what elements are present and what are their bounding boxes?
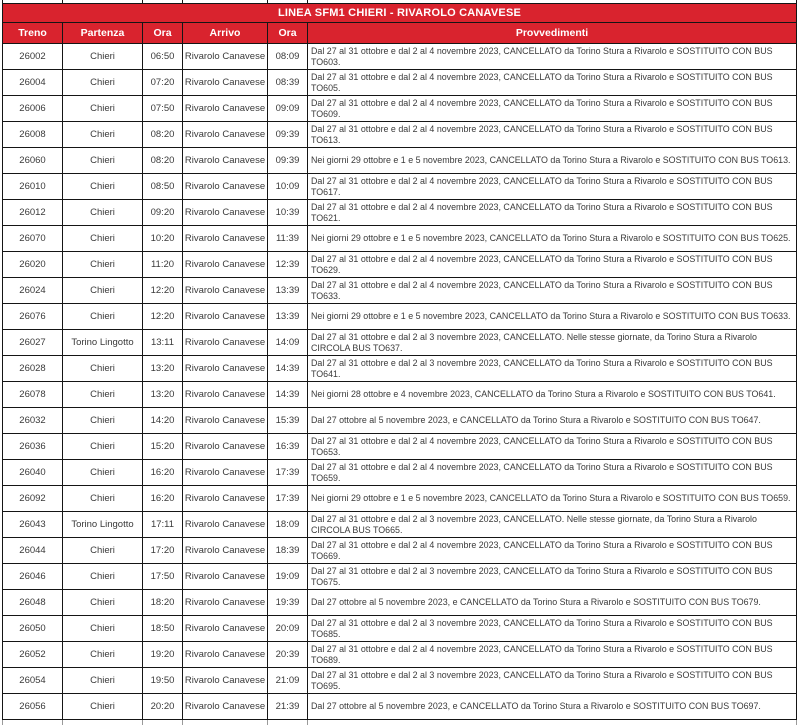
cell-ora-arrivo: 08:09 [268, 44, 308, 70]
column-header-partenza: Partenza [63, 23, 143, 44]
cell-ora-arrivo: 15:39 [268, 408, 308, 434]
cell-ora-partenza: 13:20 [143, 356, 183, 382]
cell-arrivo: Rivarolo Canavese [183, 278, 268, 304]
cell-provvedimenti: Dal 27 al 31 ottobre e dal 2 al 3 novembre 2023, CANCELLATO da Torino Stura a Rivarolo e SOSTITUITO CON BUS TO695. [308, 668, 797, 694]
cell-ora-arrivo: 21:09 [268, 668, 308, 694]
cell-partenza: Chieri [63, 616, 143, 642]
cell-partenza: Chieri [63, 70, 143, 96]
cell-provvedimenti: Dal 27 al 31 ottobre e dal 2 al 4 novembre 2023, CANCELLATO da Torino Stura a Rivarolo e SOSTITUITO CON BUS TO629. [308, 252, 797, 278]
cell-treno: 26050 [3, 616, 63, 642]
cell-partenza: Chieri [63, 590, 143, 616]
column-header-arrivo: Arrivo [183, 23, 268, 44]
cell-provvedimenti: Dal 27 al 31 ottobre e dal 2 al 4 novembre 2023, CANCELLATO da Torino Stura a Rivarolo e SOSTITUITO CON BUS TO659. [308, 460, 797, 486]
cell-provvedimenti: Dal 27 al 31 ottobre e dal 2 al 4 novembre 2023, CANCELLATO da Torino Stura a Rivarolo e SOSTITUITO CON BUS TO609. [308, 96, 797, 122]
cell-ora-arrivo: 13:39 [268, 278, 308, 304]
cell-ora-partenza: 10:20 [143, 226, 183, 252]
cell-treno: 26043 [3, 512, 63, 538]
cell-ora-partenza: 11:20 [143, 252, 183, 278]
timetable [2, 0, 797, 725]
cell-treno: 26056 [3, 694, 63, 720]
cell-treno: 26004 [3, 70, 63, 96]
cell-ora-partenza: 13:11 [143, 330, 183, 356]
cell-ora-arrivo: 20:39 [268, 642, 308, 668]
table-row [3, 408, 797, 434]
cell-treno: 26040 [3, 460, 63, 486]
cell-partenza: Chieri [63, 122, 143, 148]
cell-partenza: Chieri [63, 642, 143, 668]
cell-ora-partenza: 14:20 [143, 408, 183, 434]
table-row [3, 668, 797, 694]
cell-ora-partenza: 15:20 [143, 434, 183, 460]
table-row [3, 590, 797, 616]
cell-ora-arrivo: 14:39 [268, 356, 308, 382]
cell-treno: 26044 [3, 538, 63, 564]
cell-ora-partenza: 18:20 [143, 590, 183, 616]
cell-arrivo: Rivarolo Canavese [183, 382, 268, 408]
sliver-cell [63, 720, 143, 725]
cell-ora-partenza: 06:50 [143, 44, 183, 70]
cell-partenza: Chieri [63, 226, 143, 252]
table-row [3, 330, 797, 356]
cell-ora-partenza: 18:50 [143, 616, 183, 642]
cell-ora-arrivo: 11:39 [268, 226, 308, 252]
cell-treno: 26054 [3, 668, 63, 694]
cell-provvedimenti: Dal 27 ottobre al 5 novembre 2023, e CANCELLATO da Torino Stura a Rivarolo e SOSTITUITO CON BUS TO647. [308, 408, 797, 434]
cell-ora-arrivo: 10:09 [268, 174, 308, 200]
cell-ora-partenza: 12:20 [143, 278, 183, 304]
cell-arrivo: Rivarolo Canavese [183, 642, 268, 668]
cell-ora-partenza: 20:20 [143, 694, 183, 720]
table-row [3, 226, 797, 252]
cell-treno: 26036 [3, 434, 63, 460]
cell-treno: 26060 [3, 148, 63, 174]
cell-partenza: Torino Lingotto [63, 512, 143, 538]
cell-ora-partenza: 16:20 [143, 486, 183, 512]
sliver-cell [143, 720, 183, 725]
table-row [3, 538, 797, 564]
cell-provvedimenti: Dal 27 al 31 ottobre e dal 2 al 4 novembre 2023, CANCELLATO da Torino Stura a Rivarolo e SOSTITUITO CON BUS TO605. [308, 70, 797, 96]
cell-treno: 26006 [3, 96, 63, 122]
cell-arrivo: Rivarolo Canavese [183, 538, 268, 564]
table-row [3, 642, 797, 668]
table-row [3, 122, 797, 148]
cell-arrivo: Rivarolo Canavese [183, 590, 268, 616]
cell-ora-partenza: 07:50 [143, 96, 183, 122]
cell-arrivo: Rivarolo Canavese [183, 70, 268, 96]
table-row [3, 382, 797, 408]
cell-provvedimenti: Dal 27 al 31 ottobre e dal 2 al 4 novembre 2023, CANCELLATO da Torino Stura a Rivarolo e SOSTITUITO CON BUS TO603. [308, 44, 797, 70]
table-row [3, 564, 797, 590]
cell-provvedimenti: Dal 27 al 31 ottobre e dal 2 al 3 novembre 2023, CANCELLATO da Torino Stura a Rivarolo e SOSTITUITO CON BUS TO641. [308, 356, 797, 382]
cell-partenza: Chieri [63, 44, 143, 70]
cell-arrivo: Rivarolo Canavese [183, 564, 268, 590]
cell-ora-arrivo: 17:39 [268, 460, 308, 486]
cell-provvedimenti: Nei giorni 29 ottobre e 1 e 5 novembre 2023, CANCELLATO da Torino Stura a Rivarolo e SOSTITUITO CON BUS TO633. [308, 304, 797, 330]
cell-arrivo: Rivarolo Canavese [183, 304, 268, 330]
cell-treno: 26020 [3, 252, 63, 278]
title-banner-row [3, 4, 797, 23]
cell-partenza: Chieri [63, 434, 143, 460]
cell-arrivo: Rivarolo Canavese [183, 694, 268, 720]
cell-provvedimenti: Dal 27 al 31 ottobre e dal 2 al 4 novembre 2023, CANCELLATO da Torino Stura a Rivarolo e SOSTITUITO CON BUS TO617. [308, 174, 797, 200]
next-row-sliver [3, 720, 797, 725]
cell-partenza: Chieri [63, 200, 143, 226]
cell-ora-arrivo: 18:09 [268, 512, 308, 538]
cell-ora-arrivo: 21:39 [268, 694, 308, 720]
cell-ora-partenza: 19:50 [143, 668, 183, 694]
column-header-ora-partenza: Ora [143, 23, 183, 44]
cell-ora-arrivo: 19:39 [268, 590, 308, 616]
cell-ora-arrivo: 10:39 [268, 200, 308, 226]
cell-ora-partenza: 17:50 [143, 564, 183, 590]
cell-treno: 26027 [3, 330, 63, 356]
cell-treno: 26052 [3, 642, 63, 668]
cell-partenza: Torino Lingotto [63, 330, 143, 356]
cell-ora-partenza: 12:20 [143, 304, 183, 330]
cell-provvedimenti: Dal 27 al 31 ottobre e dal 2 al 4 novembre 2023, CANCELLATO da Torino Stura a Rivarolo e SOSTITUITO CON BUS TO633. [308, 278, 797, 304]
cell-arrivo: Rivarolo Canavese [183, 96, 268, 122]
cell-treno: 26008 [3, 122, 63, 148]
cell-ora-arrivo: 17:39 [268, 486, 308, 512]
cell-partenza: Chieri [63, 538, 143, 564]
cell-partenza: Chieri [63, 174, 143, 200]
cell-partenza: Chieri [63, 252, 143, 278]
table-row [3, 304, 797, 330]
table-row [3, 616, 797, 642]
table-row [3, 174, 797, 200]
cell-treno: 26070 [3, 226, 63, 252]
cell-arrivo: Rivarolo Canavese [183, 122, 268, 148]
cell-partenza: Chieri [63, 668, 143, 694]
cell-partenza: Chieri [63, 304, 143, 330]
table-row [3, 200, 797, 226]
table-row [3, 278, 797, 304]
cell-arrivo: Rivarolo Canavese [183, 668, 268, 694]
cell-ora-partenza: 08:20 [143, 148, 183, 174]
cell-arrivo: Rivarolo Canavese [183, 356, 268, 382]
cell-ora-arrivo: 16:39 [268, 434, 308, 460]
cell-arrivo: Rivarolo Canavese [183, 252, 268, 278]
cell-partenza: Chieri [63, 278, 143, 304]
cell-treno: 26046 [3, 564, 63, 590]
cell-partenza: Chieri [63, 460, 143, 486]
cell-provvedimenti: Dal 27 al 31 ottobre e dal 2 al 3 novembre 2023, CANCELLATO da Torino Stura a Rivarolo e SOSTITUITO CON BUS TO685. [308, 616, 797, 642]
cell-ora-arrivo: 12:39 [268, 252, 308, 278]
table-row [3, 356, 797, 382]
column-header-provvedimenti: Provvedimenti [308, 23, 797, 44]
cell-partenza: Chieri [63, 96, 143, 122]
sliver-cell [3, 720, 63, 725]
cell-provvedimenti: Dal 27 al 31 ottobre e dal 2 al 4 novembre 2023, CANCELLATO da Torino Stura a Rivarolo e SOSTITUITO CON BUS TO613. [308, 122, 797, 148]
cell-provvedimenti: Nei giorni 29 ottobre e 1 e 5 novembre 2023, CANCELLATO da Torino Stura a Rivarolo e SOSTITUITO CON BUS TO625. [308, 226, 797, 252]
sliver-cell [183, 720, 268, 725]
cell-treno: 26012 [3, 200, 63, 226]
cell-partenza: Chieri [63, 408, 143, 434]
cell-arrivo: Rivarolo Canavese [183, 434, 268, 460]
cell-partenza: Chieri [63, 564, 143, 590]
cell-ora-partenza: 19:20 [143, 642, 183, 668]
cell-arrivo: Rivarolo Canavese [183, 148, 268, 174]
table-row [3, 70, 797, 96]
cell-provvedimenti: Nei giorni 29 ottobre e 1 e 5 novembre 2023, CANCELLATO da Torino Stura a Rivarolo e SOSTITUITO CON BUS TO659. [308, 486, 797, 512]
cell-provvedimenti: Nei giorni 28 ottobre e 4 novembre 2023, CANCELLATO da Torino Stura a Rivarolo e SOSTITUITO CON BUS TO641. [308, 382, 797, 408]
cell-provvedimenti: Dal 27 al 31 ottobre e dal 2 al 4 novembre 2023, CANCELLATO da Torino Stura a Rivarolo e SOSTITUITO CON BUS TO669. [308, 538, 797, 564]
cell-provvedimenti: Dal 27 al 31 ottobre e dal 2 al 4 novembre 2023, CANCELLATO da Torino Stura a Rivarolo e SOSTITUITO CON BUS TO621. [308, 200, 797, 226]
cell-ora-arrivo: 20:09 [268, 616, 308, 642]
cell-provvedimenti: Nei giorni 29 ottobre e 1 e 5 novembre 2023, CANCELLATO da Torino Stura a Rivarolo e SOSTITUITO CON BUS TO613. [308, 148, 797, 174]
cell-arrivo: Rivarolo Canavese [183, 226, 268, 252]
cell-arrivo: Rivarolo Canavese [183, 174, 268, 200]
table-row [3, 148, 797, 174]
cell-ora-partenza: 09:20 [143, 200, 183, 226]
table-row [3, 252, 797, 278]
cell-partenza: Chieri [63, 382, 143, 408]
cell-treno: 26024 [3, 278, 63, 304]
cell-provvedimenti: Dal 27 al 31 ottobre e dal 2 al 3 novembre 2023, CANCELLATO. Nelle stesse giornate, da Torino Stura a Rivarolo CIRCOLA BUS TO637. [308, 330, 797, 356]
cell-arrivo: Rivarolo Canavese [183, 330, 268, 356]
cell-ora-arrivo: 19:09 [268, 564, 308, 590]
table-row [3, 694, 797, 720]
cell-arrivo: Rivarolo Canavese [183, 512, 268, 538]
cell-ora-partenza: 13:20 [143, 382, 183, 408]
cell-treno: 26032 [3, 408, 63, 434]
cell-treno: 26076 [3, 304, 63, 330]
cell-ora-arrivo: 09:39 [268, 148, 308, 174]
cell-treno: 26092 [3, 486, 63, 512]
cell-arrivo: Rivarolo Canavese [183, 486, 268, 512]
cell-ora-partenza: 07:20 [143, 70, 183, 96]
cell-arrivo: Rivarolo Canavese [183, 44, 268, 70]
cell-provvedimenti: Dal 27 ottobre al 5 novembre 2023, e CANCELLATO da Torino Stura a Rivarolo e SOSTITUITO CON BUS TO697. [308, 694, 797, 720]
table-row [3, 512, 797, 538]
cell-partenza: Chieri [63, 486, 143, 512]
cell-provvedimenti: Dal 27 al 31 ottobre e dal 2 al 4 novembre 2023, CANCELLATO da Torino Stura a Rivarolo e SOSTITUITO CON BUS TO653. [308, 434, 797, 460]
cell-arrivo: Rivarolo Canavese [183, 460, 268, 486]
cell-ora-arrivo: 09:09 [268, 96, 308, 122]
cell-treno: 26002 [3, 44, 63, 70]
cell-ora-partenza: 16:20 [143, 460, 183, 486]
cell-ora-partenza: 17:11 [143, 512, 183, 538]
sliver-cell [268, 720, 308, 725]
cell-treno: 26010 [3, 174, 63, 200]
cell-partenza: Chieri [63, 356, 143, 382]
table-row [3, 434, 797, 460]
cell-ora-arrivo: 08:39 [268, 70, 308, 96]
table-row [3, 96, 797, 122]
cell-provvedimenti: Dal 27 al 31 ottobre e dal 2 al 4 novembre 2023, CANCELLATO da Torino Stura a Rivarolo e SOSTITUITO CON BUS TO689. [308, 642, 797, 668]
table-row [3, 44, 797, 70]
cell-provvedimenti: Dal 27 ottobre al 5 novembre 2023, e CANCELLATO da Torino Stura a Rivarolo e SOSTITUITO CON BUS TO679. [308, 590, 797, 616]
column-header-row [3, 23, 797, 44]
cell-provvedimenti: Dal 27 al 31 ottobre e dal 2 al 3 novembre 2023, CANCELLATO. Nelle stesse giornate, da Torino Stura a Rivarolo CIRCOLA BUS TO665. [308, 512, 797, 538]
cell-ora-arrivo: 09:39 [268, 122, 308, 148]
cell-partenza: Chieri [63, 694, 143, 720]
cell-provvedimenti: Dal 27 al 31 ottobre e dal 2 al 3 novembre 2023, CANCELLATO da Torino Stura a Rivarolo e SOSTITUITO CON BUS TO675. [308, 564, 797, 590]
cell-partenza: Chieri [63, 148, 143, 174]
column-header-treno: Treno [3, 23, 63, 44]
cell-ora-arrivo: 14:09 [268, 330, 308, 356]
cell-ora-partenza: 08:20 [143, 122, 183, 148]
timetable-body [3, 0, 797, 725]
column-header-ora-arrivo: Ora [268, 23, 308, 44]
table-row [3, 486, 797, 512]
cell-arrivo: Rivarolo Canavese [183, 616, 268, 642]
cell-ora-arrivo: 18:39 [268, 538, 308, 564]
cell-ora-arrivo: 13:39 [268, 304, 308, 330]
cell-ora-partenza: 08:50 [143, 174, 183, 200]
cell-arrivo: Rivarolo Canavese [183, 200, 268, 226]
table-row [3, 460, 797, 486]
cell-treno: 26048 [3, 590, 63, 616]
sliver-cell [308, 720, 797, 725]
cell-treno: 26078 [3, 382, 63, 408]
cell-arrivo: Rivarolo Canavese [183, 408, 268, 434]
cell-ora-arrivo: 14:39 [268, 382, 308, 408]
cell-ora-partenza: 17:20 [143, 538, 183, 564]
cell-treno: 26028 [3, 356, 63, 382]
page-title: LINEA SFM1 CHIERI - RIVAROLO CANAVESE [3, 4, 797, 23]
